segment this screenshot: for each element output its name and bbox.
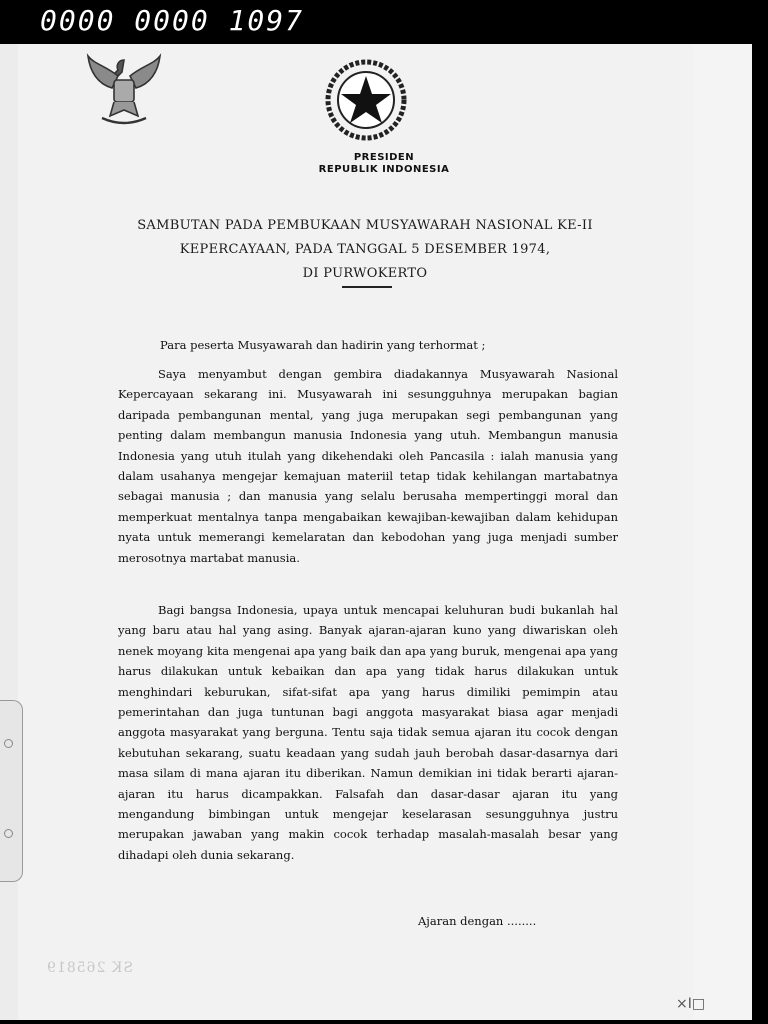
punch-hole-icon xyxy=(4,739,13,748)
presidential-seal-icon xyxy=(324,58,408,142)
paragraph-1: Saya menyambut dengan gembira diadakannya Musyawarah Nasional Kepercayaan sekarang ini. Musyawarah ini sesungguhnya merupakan bagian daripada pembangunan mental, yang juga merupakan segi pembangunan yang penting dalam membangun manusia Indonesia yang utuh. Membangun manusia Indonesia yang utuh itulah yang dikehendaki oleh Pancasila : ialah manusia yang dalam usahanya mengejar kemajuan materiil tetap tidak kehilangan martabatnya sebagai manusia ; dan manusia yang selalu berusaha mempertinggi moral dan memperkuat mentalnya tanpa mengabaikan kewajiban-kewajiban dalam kehidupan nyata untuk memerangi kemelaratan dan kebodohan yang juga menjadi sumber merosotnya martabat manusia. xyxy=(118,367,618,565)
binder-tab xyxy=(0,700,23,882)
mirrored-archive-stamp: SK 265819 xyxy=(46,960,133,976)
salutation: Para peserta Musyawarah dan hadirin yang terhormat ; xyxy=(160,338,486,352)
title-line-2: KEPERCAYAAN, PADA TANGGAL 5 DESEMBER 1974, xyxy=(179,242,551,257)
title-line-3: DI PURWOKERTO xyxy=(302,266,428,281)
title-divider xyxy=(342,286,392,288)
continuation-note: Ajaran dengan ........ xyxy=(418,914,537,928)
title-line-1: SAMBUTAN PADA PEMBUKAAN MUSYAWARAH NASIONAL KE-II xyxy=(137,218,593,233)
punch-hole-icon xyxy=(4,829,13,838)
corner-mark: ×I□ xyxy=(676,996,706,1012)
office-line-2: REPUBLIK INDONESIA xyxy=(318,164,450,175)
paragraph-2: Bagi bangsa Indonesia, upaya untuk mencapai keluhuran budi bukanlah hal yang baru atau hal yang asing. Banyak ajaran-ajaran kuno yang diwariskan oleh nenek moyang kita mengenai apa yang baik dan apa yang buruk, mengenai apa yang harus dilakukan untuk kebaikan dan apa yang tidak harus dilakukan untuk menghindari keburukan, sifat-sifat apa yang harus dimiliki pemimpin atau pemerintahan dan juga tuntunan bagi anggota masyarakat biasa agar menjadi anggota masyarakat yang berguna. Tentu saja tidak semua ajaran itu cocok dengan kebutuhan sekarang, suatu keadaan yang sudah jauh berobah dasar-dasarnya dari masa silam di mana ajaran itu diberikan. Namun demikian ini tidak berarti ajaran-ajaran itu harus dicampakkan. Falsafah dan dasar-dasar ajaran itu yang mengandung bimbingan untuk mengejar keselarasan sesungguhnya justru merupakan jawaban yang makin cocok terhadap masalah-masalah besar yang dihadapi oleh dunia sekarang. xyxy=(118,603,618,862)
office-line-1: PRESIDEN xyxy=(353,152,415,163)
garuda-emblem-icon xyxy=(84,50,164,132)
film-frame-number: 0000 0000 1097 xyxy=(40,4,305,37)
page-edge-strip xyxy=(694,44,752,1020)
